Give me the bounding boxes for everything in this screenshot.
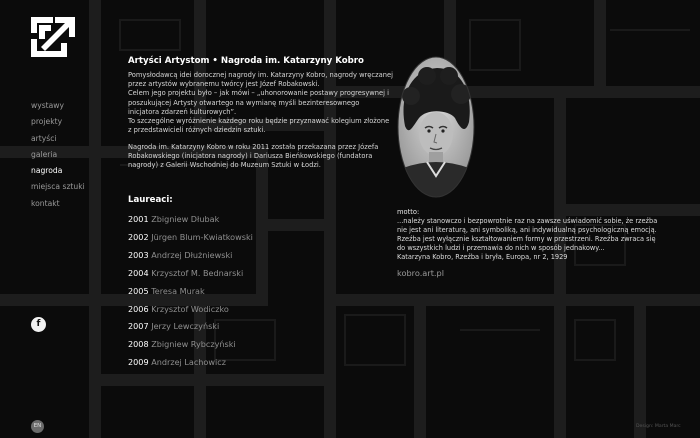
laureates-heading: Laureaci: — [128, 195, 173, 205]
motto-line: ...należy stanowczo i bezpowrotnie raz na zawsze uświadomić sobie, że rzeźba — [397, 217, 658, 225]
laureate-row — [128, 354, 253, 372]
laureate-year: 2008 — [128, 339, 149, 350]
laureate-name[interactable]: Zbigniew Rybczyński — [151, 339, 236, 350]
nav-item-nagroda[interactable]: nagroda — [31, 166, 63, 176]
nav-item-artysci[interactable]: artyści — [31, 133, 57, 143]
laureate-name[interactable]: Zbigniew Dłubak — [151, 214, 220, 224]
main-nav — [31, 98, 85, 212]
laureate-year: 2004 — [128, 267, 149, 278]
laureate-name[interactable]: Jürgen Blum-Kwiatkowski — [151, 231, 253, 242]
nav-item-wystawy[interactable]: wystawy — [31, 101, 64, 110]
laureate-name[interactable]: Krzysztof M. Bednarski — [151, 267, 244, 278]
motto-source: Katarzyna Kobro, Rzeźba i bryła, Europa, nr 2, 1929 — [397, 252, 568, 261]
nav-item-projekty[interactable]: projekty — [31, 117, 63, 127]
laureate-name[interactable]: Jerzy Lewczyński — [151, 321, 220, 332]
award-line: Nagroda im. Katarzyny Kobro w roku 2011 została przekazana przez Józefa — [128, 143, 379, 151]
motto-line: nie jest ani literaturą, ani symboliką, ani indywidualną psychologiczną emocją. — [397, 225, 657, 234]
laureate-row — [128, 301, 253, 319]
laureate-name[interactable]: Andrzej Dłużniewski — [151, 249, 233, 260]
portrait-photo — [397, 56, 475, 198]
nav-item-miejsca-sztuki[interactable]: miejsca sztuki — [31, 182, 85, 192]
intro-line: poszukującej Artysty otwartego na wymianę myśli bezinteresownego — [128, 98, 360, 107]
intro-line: Pomysłodawcą idei dorocznej nagrody im. Katarzyny Kobro, nagrody wręczanej — [128, 71, 393, 79]
award-2011-text — [128, 143, 400, 171]
laureate-row — [128, 229, 253, 247]
laureate-name[interactable]: Andrzej Lachowicz — [151, 357, 226, 368]
laureate-name[interactable]: Teresa Murak — [151, 285, 205, 296]
intro-line: To szczególne wyróżnienie każdego roku będzie przyznawać kolegium złożone — [128, 117, 390, 126]
intro-line: inicjatora zdarzeń kulturowych”. — [128, 107, 237, 116]
award-line: nagrody) z Galerii Wschodniej do Muzeum Sztuki w Łodzi. — [128, 161, 321, 170]
intro-line: z przedstawicieli różnych dziedzin sztuki. — [128, 126, 266, 135]
logo[interactable] — [31, 17, 75, 57]
laureate-year: 2009 — [128, 357, 149, 368]
laureate-row — [128, 336, 253, 354]
laureate-year: 2002 — [128, 231, 149, 242]
laureate-row — [128, 211, 253, 229]
facebook-icon[interactable]: f — [31, 317, 46, 332]
laureate-row — [128, 283, 253, 301]
motto-line: do wszystkich ludzi i przemawia do nich w sposób jednakowy... — [397, 243, 605, 252]
laureate-year: 2001 — [128, 214, 149, 224]
laureate-year: 2005 — [128, 285, 149, 296]
kobro-site-link[interactable]: kobro.art.pl — [397, 268, 444, 278]
motto-quote — [397, 217, 689, 262]
page-title: Artyści Artystom • Nagroda im. Katarzyny Kobro — [128, 56, 364, 66]
award-line: Robakowskiego (inicjatora nagrody) i Dariusza Bieńkowskiego (fundatora — [128, 152, 373, 161]
laureates-list — [128, 211, 253, 372]
laureate-row — [128, 265, 253, 283]
language-switch-button[interactable]: EN — [31, 420, 44, 433]
motto-heading: motto: — [397, 208, 420, 216]
motto-line: Rzeźba jest wyłącznie kształtowaniem formy w przestrzeni. Rzeźba zwraca się — [397, 234, 656, 243]
intro-line: Celem jego projektu było – jak mówi – „uhonorowanie postawy progresywnej i — [128, 89, 389, 98]
laureate-year: 2007 — [128, 321, 149, 332]
design-credit: Design: Marta Marc — [636, 424, 681, 429]
laureate-year: 2003 — [128, 249, 149, 260]
nav-item-galeria[interactable]: galeria — [31, 149, 58, 159]
laureate-year: 2006 — [128, 303, 149, 314]
intro-text — [128, 71, 400, 135]
intro-line: przez artystów wybranemu twórcy jest Józef Robakowski. — [128, 80, 320, 89]
laureate-name[interactable]: Krzysztof Wodiczko — [151, 303, 229, 314]
laureate-row — [128, 247, 253, 265]
nav-item-kontakt[interactable]: kontakt — [31, 198, 60, 208]
laureate-row — [128, 318, 253, 336]
